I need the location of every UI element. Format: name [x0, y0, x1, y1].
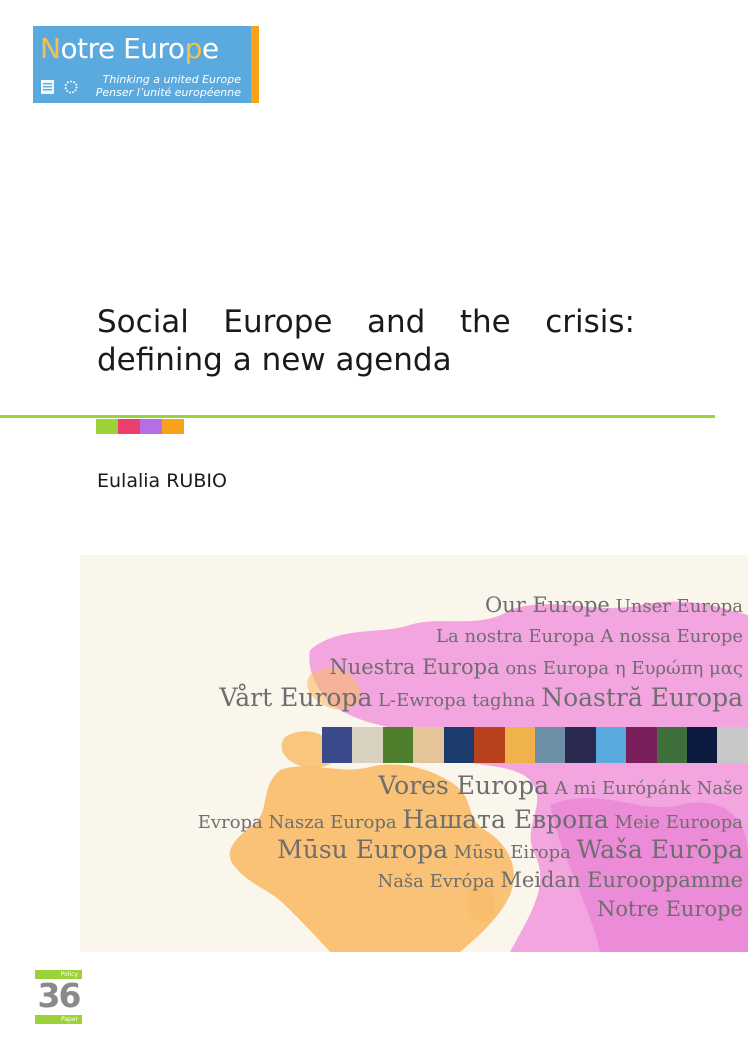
- policy-paper-badge: [35, 970, 82, 1025]
- swatch-purple: [140, 419, 162, 434]
- logo-tagline-french: Penser l’unité européenne: [95, 86, 241, 99]
- cover-line-1: Our Europe Unser Europa: [484, 593, 743, 617]
- cover-line-4: Vårt Europa L-Ewropa taghna Noastră Europa: [219, 683, 743, 712]
- cover-line-7: Mūsu Europa Mūsu Eiropa Waša Eurōpa: [277, 835, 743, 864]
- document-title: [97, 303, 635, 379]
- title-line-1: Social Europe and the crisis:: [97, 304, 635, 340]
- title-line-2: defining a new agenda: [97, 342, 452, 378]
- logo-tagline-english: Thinking a united Europe: [102, 73, 241, 86]
- photo-strip: [322, 727, 748, 763]
- cover-line-5: Vores Europa A mi Európánk Naše: [378, 771, 743, 800]
- swatch-green: [96, 419, 118, 434]
- logo-accent-bar: [251, 26, 259, 103]
- badge-top-label: Policy: [35, 970, 82, 979]
- badge-bottom-label: Paper: [35, 1015, 82, 1024]
- cover-line-6: Evropa Nasza Europa Нашата Европа Meie Euroopa: [197, 805, 743, 834]
- color-swatches: [96, 419, 184, 434]
- cover-line-3: Nuestra Europa ons Europa η Ευρώπη μας: [329, 655, 743, 679]
- author-name: Eulalia RUBIO: [97, 470, 227, 492]
- eu-stars-icon: [64, 80, 78, 94]
- cover-line-9: Notre Europe: [596, 897, 743, 921]
- cover-line-2: La nostra Europa A nossa Europe: [436, 626, 743, 647]
- title-divider: [0, 415, 715, 418]
- document-icon: [41, 80, 54, 94]
- cover-line-8: Naša Evrópa Meidan Eurooppamme: [377, 868, 743, 892]
- logo-wordmark: Notre Europe: [40, 32, 219, 65]
- swatch-red: [118, 419, 140, 434]
- badge-number: 36: [37, 976, 80, 1015]
- swatch-orange: [162, 419, 184, 434]
- cover-illustration: [80, 555, 748, 952]
- notre-europe-logo: [33, 26, 259, 103]
